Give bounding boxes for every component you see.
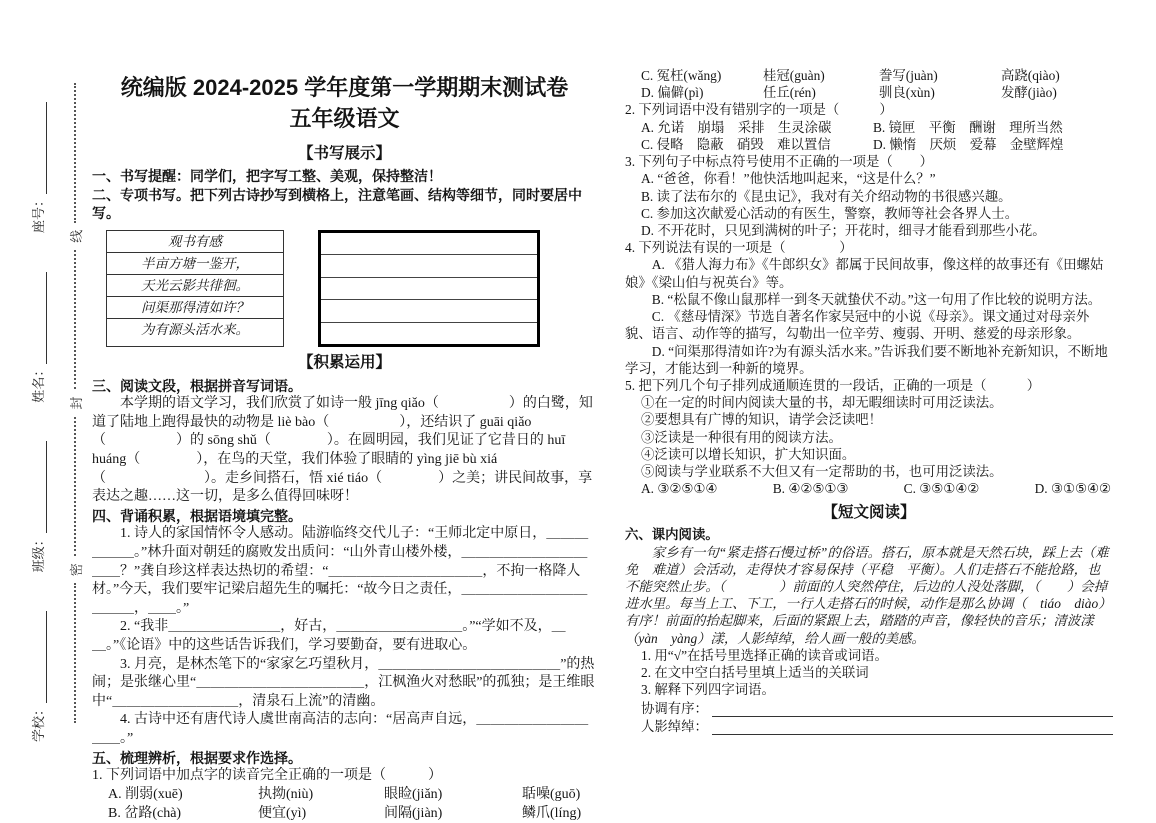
option-a-word: 执拗(niù) bbox=[258, 786, 314, 802]
sub5-answer-row bbox=[625, 480, 1113, 497]
seal-char-feng: 封 bbox=[68, 396, 84, 410]
sub5-answer-option: D. ③①⑤④② bbox=[1034, 481, 1111, 497]
option-d-word: 任丘(rén) bbox=[763, 85, 816, 101]
school-blank-line[interactable] bbox=[32, 611, 47, 703]
poem-line: 问渠那得清如许？ bbox=[107, 297, 283, 319]
sub2-options-row bbox=[625, 119, 1113, 136]
seat-number-field-label: 座号： bbox=[31, 194, 46, 234]
seal-char-xian: 线 bbox=[68, 229, 84, 243]
paper-title: 统编版 2024-2025 学年度第一学期期末测试卷 bbox=[120, 75, 569, 100]
school-field[interactable] bbox=[29, 611, 47, 742]
question-3-heading: 三、阅读文段，根据拼音写词语。 bbox=[92, 377, 302, 394]
section-header-reading: 【短文阅读】 bbox=[822, 504, 916, 522]
question-5-sub4-stem: 4. 下列说法有误的一项是（ ） bbox=[625, 240, 853, 256]
sub5-sentence: ③泛读是一种很有用的阅读方法。 bbox=[641, 429, 842, 445]
question-6-item: 3. 解释下列四字词语。 bbox=[641, 682, 775, 698]
question-4-heading: 四、背诵积累，根据语境填完整。 bbox=[92, 507, 302, 524]
option-c-word: 誊写(juàn) bbox=[879, 68, 938, 83]
question-2-copywriting: 二、专项书写。把下列古诗抄写到横格上，注意笔画、结构等细节，同时要居中写。 bbox=[92, 186, 582, 222]
seal-line bbox=[66, 83, 84, 723]
question-5-heading: 五、梳理辨析，根据要求作选择。 bbox=[92, 749, 302, 766]
poem-line: 半亩方塘一鉴开， bbox=[107, 253, 283, 275]
sub2-options-row bbox=[625, 136, 1113, 153]
question-6-item: 1. 用“√”在括号里选择正确的读音或词语。 bbox=[641, 647, 888, 663]
option-d-word: 驯良(xùn) bbox=[879, 85, 935, 101]
reading-passage: 家乡有一句“紧走搭石慢过桥”的俗语。搭石，原本就是天然石块，踩上去（难免 难道）会活动，走得快才容易保持（平稳 平衡）。人们走搭石不能抢路，也不能突然止步。（ ）前面的人突然停住，后边的人没处落脚，（ ）会掉进水里。每当上工、下工，一行人走搭石的时候，动作是那么协调（ tiáo diào）有序！前面的抬起脚来，后面的紧跟上去，踏踏的声音，像轻快的音乐；清波漾（yàn yàng）漾，人影绰绰，给人画一般的美感。 bbox=[625, 544, 1112, 646]
seal-dotted-segment bbox=[74, 250, 76, 390]
right-column bbox=[625, 58, 1113, 823]
poem-table bbox=[106, 230, 284, 347]
sub3-option: B. 读了法布尔的《昆虫记》，我对有关介绍动物的书很感兴趣。 bbox=[641, 188, 1012, 204]
option-d-word: D. 偏僻(pì) bbox=[641, 85, 704, 101]
option-b-word: 便宜(yì) bbox=[258, 805, 307, 821]
left-column bbox=[92, 58, 597, 823]
question-4-item: 4. 古诗中还有唐代诗人虞世南高洁的志向：“居高声自远，＿＿＿＿＿＿＿＿＿＿。” bbox=[92, 712, 589, 747]
name-field[interactable] bbox=[29, 272, 47, 403]
option-c-word: 桂冠(guàn) bbox=[763, 68, 825, 83]
poem-line: 为有源头活水来。 bbox=[141, 321, 249, 337]
class-field-label: 班级： bbox=[31, 533, 46, 573]
sub5-answer-option: B. ④②⑤①③ bbox=[772, 481, 849, 497]
sub4-option: D. “问渠那得清如许?为有源头活水来。”告诉我们要不断地补充新知识，不断地学习，才能达到一种新的境界。 bbox=[625, 343, 1108, 376]
sub3-option: D. 不开花时，只见到满树的叶子；开花时，细寻才能看到那些小花。 bbox=[641, 222, 1046, 238]
pronunciation-option-row-b bbox=[92, 805, 597, 823]
school-field-label: 学校： bbox=[31, 702, 46, 742]
student-info-margin bbox=[29, 102, 47, 742]
class-blank-line[interactable] bbox=[32, 441, 47, 533]
option-b-word: B. 岔路(chà) bbox=[108, 805, 182, 821]
option-a-word: A. 削弱(xuē) bbox=[108, 786, 183, 802]
option-b-word: 鳞爪(líng) bbox=[522, 805, 582, 821]
question-4-item: 1. 诗人的家国情怀令人感动。陆游临终交代儿子：“王师北定中原日，＿＿＿＿＿＿。”林升面对朝廷的腐败发出质问：“山外青山楼外楼，＿＿＿＿＿＿＿＿＿＿＿？”龚自珍这样表达热切的希望：“＿＿＿＿＿＿＿＿＿＿＿，不拘一格降人材。”今天，我们要牢记梁启超先生的嘱托：“故今日之责任，＿＿＿＿＿＿＿＿＿＿＿＿，＿＿。” bbox=[92, 526, 589, 616]
sub5-sentence: ②要想具有广博的知识，请学会泛读吧！ bbox=[641, 412, 883, 428]
sub5-sentence: ⑤阅读与学业联系不大但又有一定帮助的书，也可用泛读法。 bbox=[641, 464, 1003, 480]
copy-grid-row[interactable] bbox=[321, 300, 537, 322]
poem-title: 观书有感 bbox=[107, 231, 283, 253]
sub3-option: C. 参加这次献爱心活动的有医生，警察，教师等社会各界人士。 bbox=[641, 205, 1019, 221]
question-4-item: 2. “我非＿＿＿＿＿＿＿＿，好古，＿＿＿＿＿＿＿＿＿。”“学如不及，＿＿。”《论语》中的这些话告诉我们，学习要勤奋，要有进取心。 bbox=[92, 619, 566, 654]
seal-char-mi: 密 bbox=[68, 563, 84, 577]
paper-subtitle: 五年级语文 bbox=[289, 106, 400, 132]
question-4-item: 3. 月亮，是林杰笔下的“家家乞巧望秋月，＿＿＿＿＿＿＿＿＿＿＿＿＿”的热闹；是张继心里“＿＿＿＿＿＿＿＿＿＿＿＿，江枫渔火对愁眠”的孤独；是王维眼中“＿＿＿＿＿＿＿＿＿，清泉石上流”的清幽。 bbox=[92, 656, 595, 709]
section-header-handwriting: 【书写展示】 bbox=[297, 144, 391, 162]
seal-dotted-segment bbox=[74, 417, 76, 557]
pronunciation-option-row-a bbox=[92, 786, 597, 805]
sub3-option: A. “爸爸，你看！”他快活地叫起来，“这是什么？” bbox=[641, 171, 936, 187]
pronunciation-option-row-d bbox=[625, 84, 1113, 101]
seat-number-blank-line[interactable] bbox=[32, 102, 47, 194]
copy-writing-grid[interactable] bbox=[318, 230, 540, 347]
question-3-pinyin-passage: 本学期的语文学习，我们欣赏了如诗一般 jīng qiǎo（ ）的白鹭，知道了陆地上跑得最快的动物是 liè bào（ ），还结识了 guāi qiǎo（ ）的 sōng shǔ（ ）。在圆明园，我们见证了它昔日的 huī huáng（ ），在鸟的天堂，我们体验了眼睛的 yìng jiē bù xiá（ ）。走乡间搭石，悟 xié tiáo（ ）之美；讲民间故事，享表达之趣……这一切，是多么值得回味呀！ bbox=[92, 396, 593, 505]
option-a-word: 聒噪(guō) bbox=[522, 786, 581, 802]
question-1-reminder: 一、书写提醒：同学们，把字写工整、美观，保持整洁！ bbox=[92, 168, 442, 185]
sub5-sentence: ④泛读可以增长知识，扩大知识面。 bbox=[641, 446, 856, 462]
option-c-word: C. 冤枉(wǎng) bbox=[641, 68, 722, 83]
seal-dotted-segment bbox=[74, 83, 76, 223]
question-5-sub1-stem: 1. 下列词语中加点字的读音完全正确的一项是（ ） bbox=[92, 768, 442, 784]
copy-grid-row[interactable] bbox=[321, 255, 537, 277]
term-definition-row bbox=[625, 700, 1113, 717]
term-definition-row bbox=[625, 718, 1113, 735]
question-5-sub2-stem: 2. 下列词语中没有错别字的一项是（ ） bbox=[625, 102, 893, 118]
name-field-label: 姓名： bbox=[31, 363, 46, 403]
name-blank-line[interactable] bbox=[32, 272, 47, 364]
poem-line: 天光云影共徘徊。 bbox=[107, 275, 283, 297]
answer-blank-line[interactable] bbox=[712, 701, 1113, 717]
question-5-sub5-stem: 5. 把下列几个句子排列成通顺连贯的一段话，正确的一项是（ ） bbox=[625, 377, 1041, 393]
sub2-option: A. 允诺 崩塌 采排 生灵涂碳 bbox=[641, 119, 832, 135]
sub2-option: B. 镜匣 平衡 酬谢 理所当然 bbox=[873, 119, 1063, 135]
sub5-sentence: ①在一定的时间内阅读大量的书，却无暇细读时可用泛读法。 bbox=[641, 395, 1003, 411]
option-c-word: 高跷(qiào) bbox=[1001, 68, 1060, 83]
option-d-word: 发酵(jiào) bbox=[1001, 85, 1057, 101]
sub4-option: A. 《猎人海力布》《牛郎织女》都属于民间故事，像这样的故事还有《田螺姑娘》《梁山伯与祝英台》等。 bbox=[625, 257, 1104, 290]
option-a-word: 眼睑(jiǎn) bbox=[384, 786, 443, 802]
copy-grid-row[interactable] bbox=[321, 233, 537, 255]
seat-number-field[interactable] bbox=[29, 102, 47, 233]
sub5-answer-option: C. ③⑤①④② bbox=[903, 481, 980, 497]
section-header-accumulation: 【积累运用】 bbox=[297, 353, 391, 371]
term-label: 人影绰绰： bbox=[641, 718, 708, 734]
question-5-sub3-stem: 3. 下列句子中标点符号使用不正确的一项是（ ） bbox=[625, 154, 933, 170]
sub2-option: D. 懒惰 厌烦 爱幕 金壁辉煌 bbox=[873, 136, 1064, 152]
sub2-option: C. 侵略 隐蔽 硝毁 难以置信 bbox=[641, 136, 831, 152]
question-6-heading: 六、课内阅读。 bbox=[625, 527, 719, 543]
paper-body bbox=[92, 58, 1113, 823]
copy-grid-row[interactable] bbox=[321, 278, 537, 300]
sub4-option: C. 《慈母情深》节选自著名作家吴冠中的小说《母亲》。课文通过对母亲外貌、语言、动作等的描写，勾勒出一位辛劳、瘦弱、开明、慈爱的母亲形象。 bbox=[625, 309, 1090, 342]
copywriting-area bbox=[106, 230, 597, 347]
answer-blank-line[interactable] bbox=[712, 719, 1113, 735]
pronunciation-option-row-c bbox=[625, 67, 1113, 84]
term-label: 协调有序： bbox=[641, 700, 708, 716]
option-b-word: 间隔(jiàn) bbox=[384, 805, 443, 821]
copy-grid-row[interactable] bbox=[321, 323, 537, 344]
sub4-option: B. “松鼠不像山鼠那样一到冬天就蛰伏不动。”这一句用了作比较的说明方法。 bbox=[651, 291, 1102, 307]
question-6-item: 2. 在文中空白括号里填上适当的关联词 bbox=[641, 665, 869, 681]
class-field[interactable] bbox=[29, 441, 47, 572]
sub5-answer-option: A. ③②⑤①④ bbox=[641, 481, 718, 497]
seal-dotted-segment bbox=[74, 583, 76, 723]
